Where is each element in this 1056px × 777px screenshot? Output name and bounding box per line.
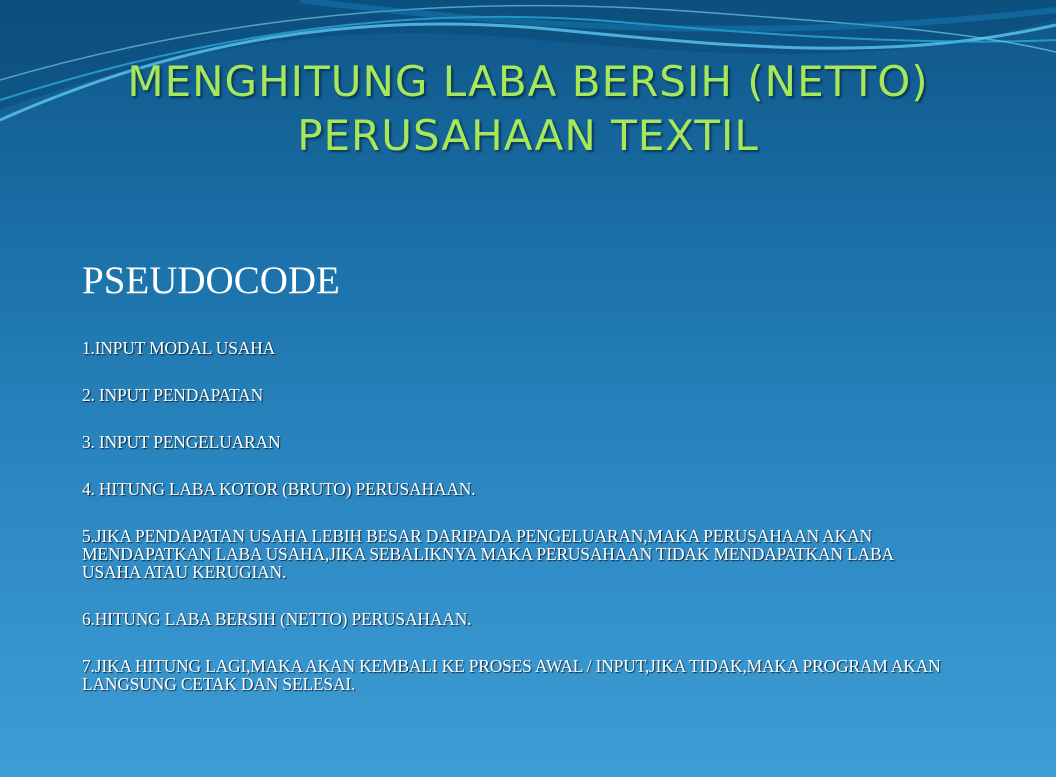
slide-title [0,55,1056,163]
pseudocode-step-1: 1.INPUT MODAL USAHA [82,338,276,358]
slide-title-line-1: MENGHITUNG LABA BERSIH (NETTO) [127,57,929,106]
pseudocode-step-6: 6.HITUNG LABA BERSIH (NETTO) PERUSAHAAN. [82,609,472,629]
slide-title-line-2: PERUSAHAAN TEXTIL [297,111,759,160]
pseudocode-step-4: 4. HITUNG LABA KOTOR (BRUTO) PERUSAHAAN. [82,479,476,499]
pseudocode-steps-list [82,339,952,722]
pseudocode-step-7: 7.JIKA HITUNG LAGI,MAKA AKAN KEMBALI KE PROSES AWAL / INPUT,JIKA TIDAK,MAKA PROGRAM AKAN LANGSUNG CETAK DAN SELESAI. [82,656,941,694]
pseudocode-step-5: 5.JIKA PENDAPATAN USAHA LEBIH BESAR DARIPADA PENGELUARAN,MAKA PERUSAHAAN AKAN MENDAPATKAN LABA USAHA,JIKA SEBALIKNYA MAKA PERUSAHAAN TIDAK MENDAPATKAN LABA USAHA ATAU KERUGIAN. [82,526,893,582]
section-heading: PSEUDOCODE [82,259,340,302]
pseudocode-step-2: 2. INPUT PENDAPATAN [82,385,264,405]
pseudocode-step-3: 3. INPUT PENGELUARAN [82,432,281,452]
